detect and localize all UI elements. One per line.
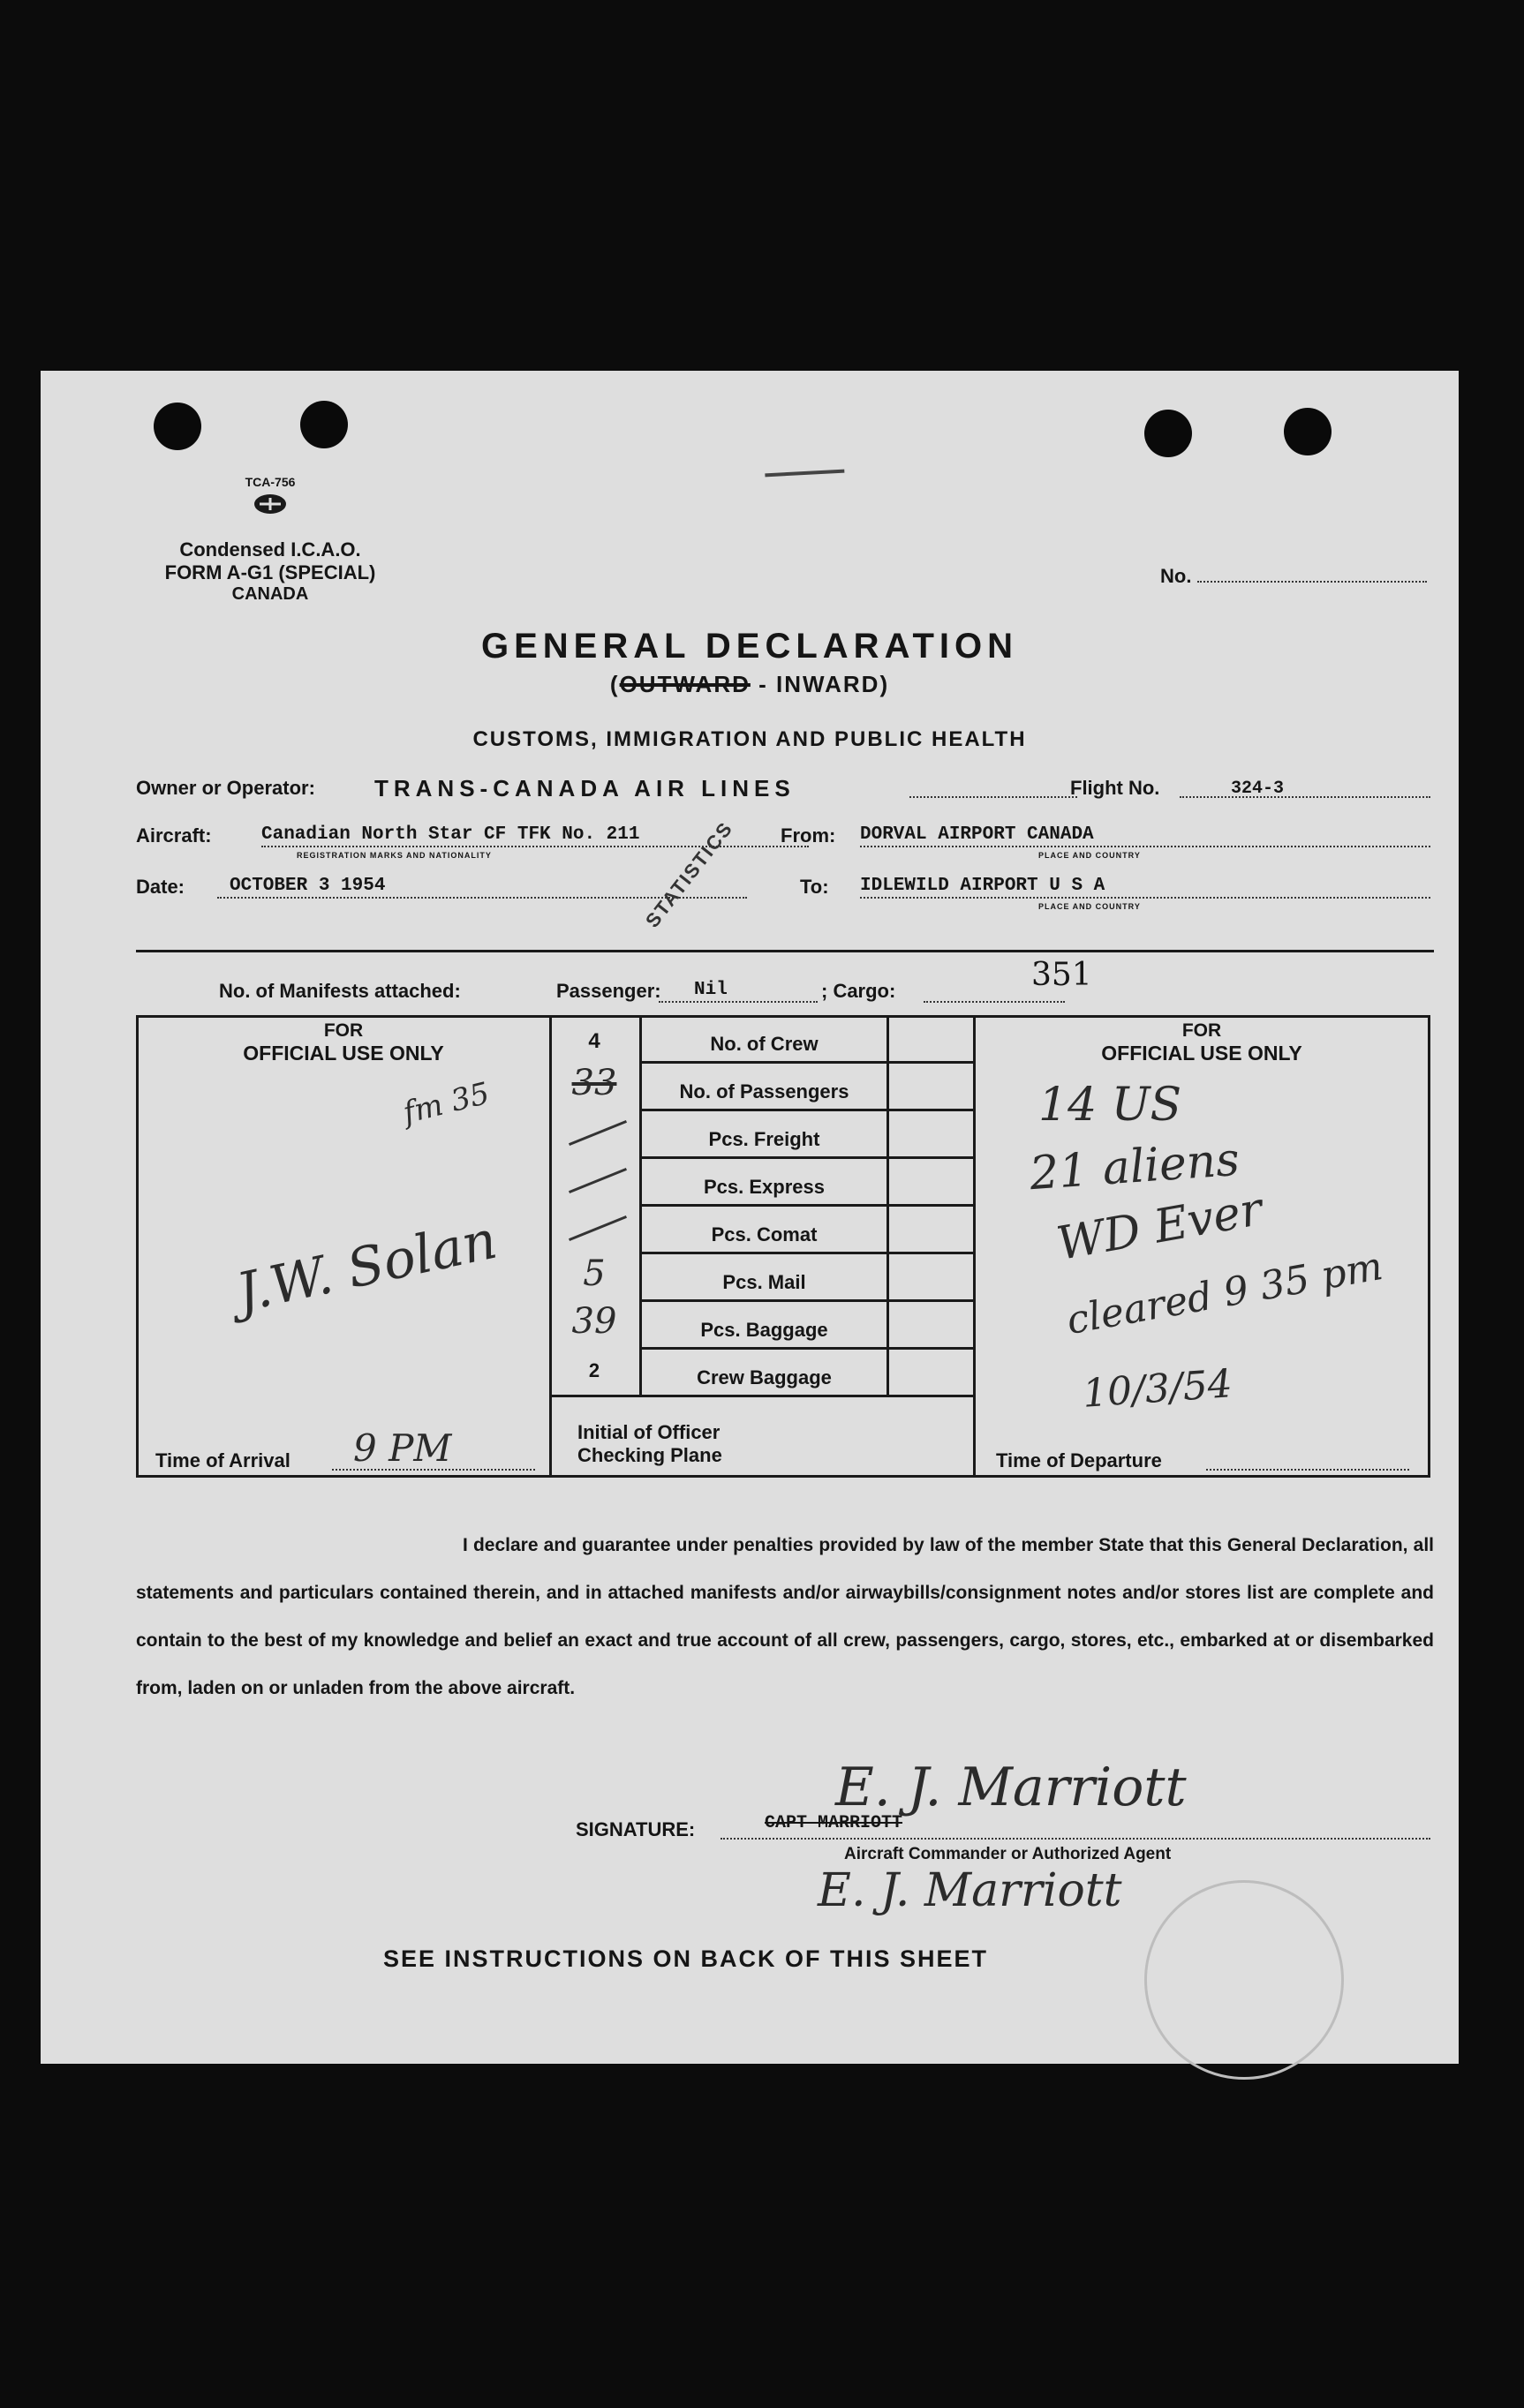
punch-hole xyxy=(1284,408,1332,455)
punch-hole xyxy=(300,401,348,448)
row-label-mail: Pcs. Mail xyxy=(722,1271,806,1293)
baggage-value: 39 xyxy=(571,1301,617,1342)
aircraft-sub: REGISTRATION MARKS AND NATIONALITY xyxy=(297,851,492,860)
right-note-1: 14 US xyxy=(1038,1079,1182,1132)
signature-field xyxy=(721,1838,1430,1840)
from-sub: PLACE AND COUNTRY xyxy=(1038,851,1141,860)
left-official-head-2: OFFICIAL USE ONLY xyxy=(243,1042,444,1065)
form-code: TCA-756 xyxy=(245,475,296,489)
inward-label: - INWARD) xyxy=(758,671,890,697)
flight-label: Flight No. xyxy=(1070,777,1160,799)
statistics-stamp: STATISTICS xyxy=(641,816,738,932)
title-direction: (OUTWARD - INWARD) xyxy=(609,671,890,697)
arrival-field xyxy=(332,1469,535,1471)
arrival-label: Time of Arrival xyxy=(155,1449,290,1471)
from-value: DORVAL AIRPORT CANADA xyxy=(860,824,1094,845)
departure-field xyxy=(1206,1469,1409,1471)
to-field xyxy=(860,897,1430,899)
crew-value: 4 xyxy=(588,1029,600,1053)
cargo-label: ; Cargo: xyxy=(821,980,896,1002)
instructions-footer: SEE INSTRUCTIONS ON BACK OF THIS SHEET xyxy=(383,1945,989,1972)
left-official-head-1: FOR xyxy=(323,1020,364,1041)
aircraft-field xyxy=(261,846,809,847)
row-label-express: Pcs. Express xyxy=(704,1176,825,1198)
to-sub: PLACE AND COUNTRY xyxy=(1038,902,1141,911)
outward-struck: OUTWARD xyxy=(619,671,751,697)
scribble-mark xyxy=(765,457,845,478)
signature-sub: Aircraft Commander or Authorized Agent xyxy=(844,1845,1172,1863)
official-signature-left: J.W. Solan xyxy=(230,1208,502,1325)
row-label-crew: No. of Crew xyxy=(710,1033,819,1055)
cargo-value: 351 xyxy=(1031,957,1092,993)
passenger-field xyxy=(659,1001,818,1003)
from-label: From: xyxy=(781,824,836,847)
date-value: OCTOBER 3 1954 xyxy=(230,876,386,896)
cargo-field xyxy=(924,1001,1065,1003)
form-line-3: CANADA xyxy=(231,584,309,604)
aircraft-label: Aircraft: xyxy=(136,824,212,847)
left-note: fm 35 xyxy=(399,1075,494,1132)
right-note-3: WD Ever xyxy=(1052,1183,1267,1271)
crew-baggage-value: 2 xyxy=(588,1359,600,1381)
departure-label: Time of Departure xyxy=(996,1449,1162,1471)
declaration-text: I declare and guarantee under penalties provided by law of the member State that this General Declaration, all statements and particulars contained therein, and in attached manifests and/or airwaybills/consignment notes and/or stores list are complete and contain to the best of my knowledge and belief an exact and true account of all crew, passengers, cargo, stores, etc., embarked at or disembarked from, laden on or unladen from the above aircraft. xyxy=(136,1535,1434,1698)
date-label: Date: xyxy=(136,876,185,898)
page-title: GENERAL DECLARATION xyxy=(480,627,1019,666)
manifests-label: No. of Manifests attached: xyxy=(219,980,461,1002)
arrival-value: 9 PM xyxy=(353,1426,452,1470)
to-label: To: xyxy=(800,876,829,898)
signature-handwritten-2: E. J. Marriott xyxy=(818,1864,1122,1917)
row-label-passengers: No. of Passengers xyxy=(679,1080,849,1102)
row-label-crew-baggage: Crew Baggage xyxy=(697,1366,832,1388)
signature-handwritten-1: E. J. Marriott xyxy=(835,1757,1187,1818)
owner-field xyxy=(909,796,1077,798)
faint-stamp xyxy=(1144,1880,1344,2080)
signature-label: SIGNATURE: xyxy=(576,1818,696,1840)
section-rule xyxy=(136,950,1434,952)
row-label-comat: Pcs. Comat xyxy=(711,1223,818,1245)
typed-name: CAPT MARRIOTT xyxy=(765,1813,903,1833)
initial-officer-label-2: Checking Plane xyxy=(577,1444,722,1466)
to-value: IDLEWILD AIRPORT U S A xyxy=(860,876,1105,896)
row-label-baggage: Pcs. Baggage xyxy=(700,1319,828,1341)
owner-value: TRANS-CANADA AIR LINES xyxy=(374,775,796,801)
mail-value: 5 xyxy=(583,1253,606,1294)
right-official-head-1: FOR xyxy=(1181,1020,1222,1041)
initial-officer-label-1: Initial of Officer xyxy=(577,1421,721,1443)
right-note-2: 21 aliens xyxy=(1028,1133,1241,1201)
right-note-4: cleared 9 35 pm xyxy=(1063,1243,1386,1344)
no-field xyxy=(1197,581,1427,583)
flight-value: 324-3 xyxy=(1231,779,1285,799)
passengers-value: 33 xyxy=(571,1063,617,1103)
owner-label: Owner or Operator: xyxy=(136,777,315,799)
punch-hole xyxy=(1144,410,1192,457)
passenger-label: Passenger: xyxy=(556,980,661,1002)
right-note-5: 10/3/54 xyxy=(1081,1361,1234,1417)
row-label-freight: Pcs. Freight xyxy=(708,1128,820,1150)
no-label: No. xyxy=(1160,565,1192,587)
from-field xyxy=(860,846,1430,847)
flight-field xyxy=(1180,796,1430,798)
right-official-head-2: OFFICIAL USE ONLY xyxy=(1101,1042,1302,1065)
subtitle: CUSTOMS, IMMIGRATION AND PUBLIC HEALTH xyxy=(472,727,1027,751)
passenger-value: Nil xyxy=(694,980,728,1000)
form-line-1: Condensed I.C.A.O. xyxy=(179,538,361,561)
aircraft-value: Canadian North Star CF TFK No. 211 xyxy=(261,824,640,845)
form-line-2: FORM A-G1 (SPECIAL) xyxy=(164,561,376,583)
tca-logo-icon xyxy=(253,493,288,515)
declaration-form xyxy=(41,371,1459,2064)
punch-hole xyxy=(154,403,201,450)
